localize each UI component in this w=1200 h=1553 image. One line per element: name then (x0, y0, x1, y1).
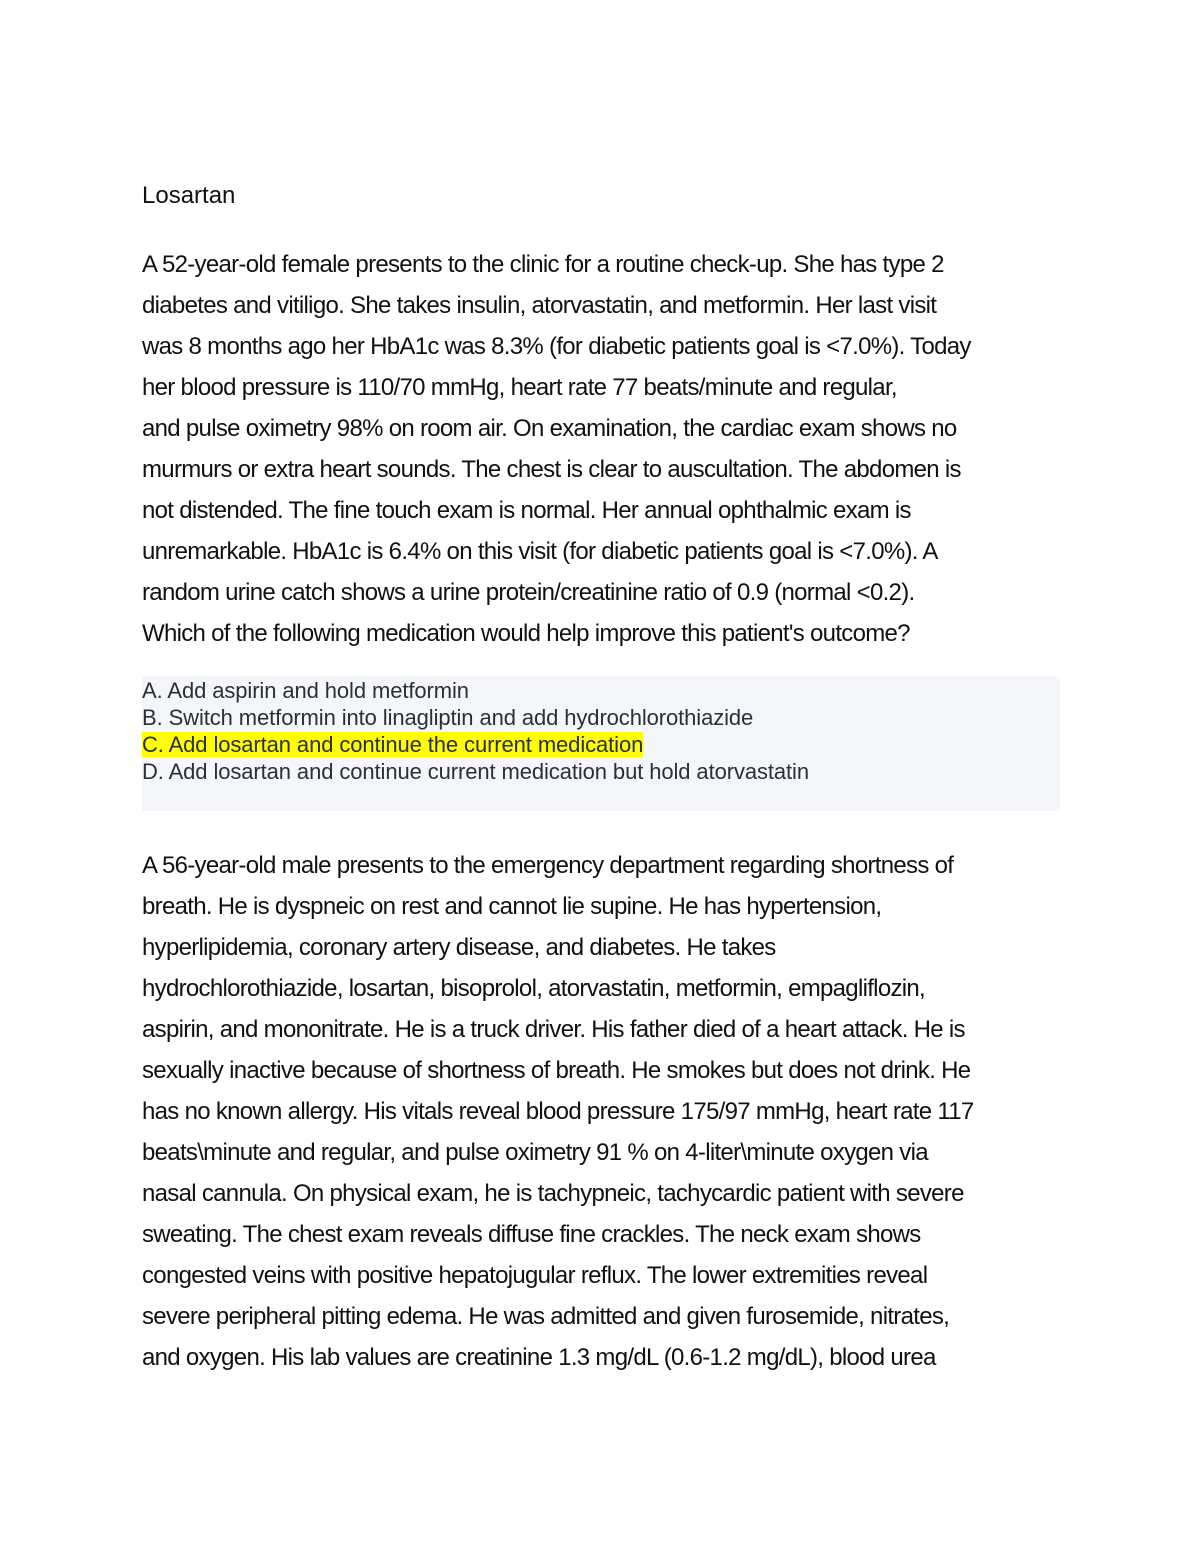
question-1-line: not distended. The fine touch exam is normal. Her annual ophthalmic exam is (142, 497, 911, 524)
answer-option-c-highlighted: C. Add losartan and continue the current medication (142, 732, 644, 757)
answer-option-a: A. Add aspirin and hold metformin (142, 678, 469, 703)
question-2-line: breath. He is dyspneic on rest and cannot lie supine. He has hypertension, (142, 893, 882, 920)
question-2-line: nasal cannula. On physical exam, he is tachypneic, tachycardic patient with severe (142, 1180, 964, 1207)
question-1-line: Which of the following medication would help improve this patient's outcome? (142, 620, 910, 647)
question-2-line: and oxygen. His lab values are creatinine 1.3 mg/dL (0.6-1.2 mg/dL), blood urea (142, 1344, 936, 1371)
question-1-line: and pulse oximetry 98% on room air. On examination, the cardiac exam shows no (142, 415, 957, 442)
question-1-line: A 52-year-old female presents to the clinic for a routine check-up. She has type 2 (142, 251, 944, 278)
question-2-line: A 56-year-old male presents to the emergency department regarding shortness of (142, 852, 954, 879)
question-1-line: was 8 months ago her HbA1c was 8.3% (for diabetic patients goal is <7.0%). Today (142, 333, 971, 360)
question-1-line: murmurs or extra heart sounds. The chest is clear to auscultation. The abdomen is (142, 456, 961, 483)
question-1-line: her blood pressure is 110/70 mmHg, heart rate 77 beats/minute and regular, (142, 374, 897, 401)
answer-options (142, 676, 1060, 811)
question-2-line: has no known allergy. His vitals reveal blood pressure 175/97 mmHg, heart rate 117 (142, 1098, 974, 1125)
question-1-line: diabetes and vitiligo. She takes insulin, atorvastatin, and metformin. Her last visit (142, 292, 937, 319)
question-1-line: unremarkable. HbA1c is 6.4% on this visit (for diabetic patients goal is <7.0%). A (142, 538, 938, 565)
document-title: Losartan (142, 182, 236, 209)
question-2-line: aspirin, and mononitrate. He is a truck driver. His father died of a heart attack. He is (142, 1016, 965, 1043)
answer-option-b: B. Switch metformin into linagliptin and add hydrochlorothiazide (142, 705, 754, 730)
question-2-line: hydrochlorothiazide, losartan, bisoprolol, atorvastatin, metformin, empagliflozin, (142, 975, 926, 1002)
question-2-stem (142, 845, 974, 1378)
question-2-line: beats\minute and regular, and pulse oximetry 91 % on 4-liter\minute oxygen via (142, 1139, 928, 1166)
question-1-line: random urine catch shows a urine protein/creatinine ratio of 0.9 (normal <0.2). (142, 579, 915, 606)
answer-option-d: D. Add losartan and continue current medication but hold atorvastatin (142, 759, 809, 784)
question-2-line: congested veins with positive hepatojugular reflux. The lower extremities reveal (142, 1262, 928, 1289)
question-2-line: sexually inactive because of shortness of breath. He smokes but does not drink. He (142, 1057, 971, 1084)
question-2-line: hyperlipidemia, coronary artery disease, and diabetes. He takes (142, 934, 776, 961)
question-1-stem (142, 244, 971, 654)
question-2-line: sweating. The chest exam reveals diffuse fine crackles. The neck exam shows (142, 1221, 921, 1248)
question-2-line: severe peripheral pitting edema. He was admitted and given furosemide, nitrates, (142, 1303, 950, 1330)
